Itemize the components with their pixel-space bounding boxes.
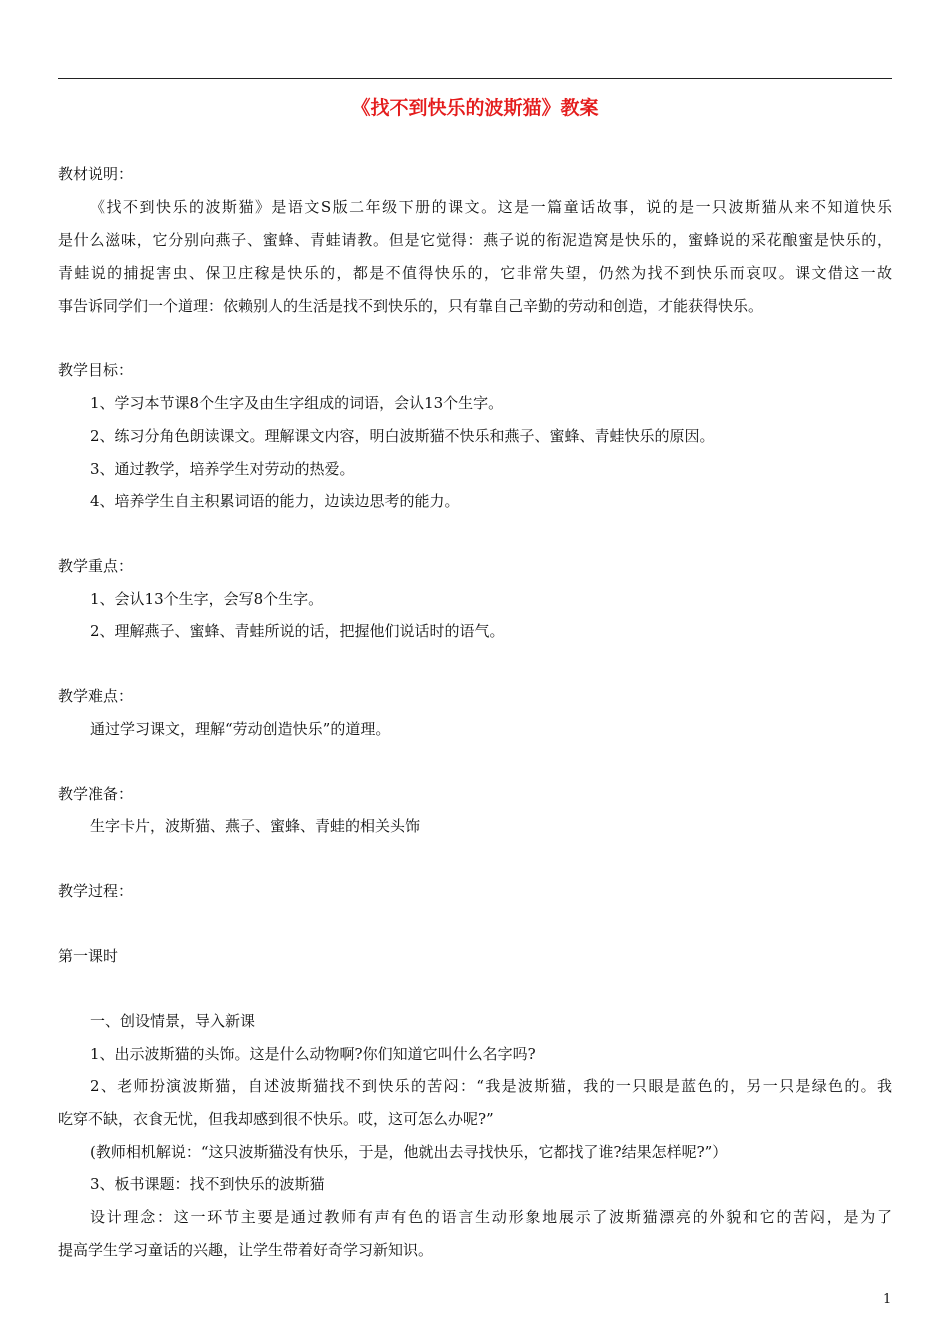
key-points-heading: 教学重点：: [58, 557, 134, 575]
goals-heading: 教学目标：: [58, 361, 134, 379]
header-rule: [58, 78, 892, 79]
step-1: 1、出示波斯猫的头饰。这是什么动物啊?你们知道它叫什么名字吗?: [90, 1045, 536, 1063]
teacher-commentary: (教师相机解说：“这只波斯猫没有快乐，于是，他就出去寻找快乐，它都找了谁?结果怎样呢?”）: [90, 1143, 728, 1161]
material-paragraph-line: 事告诉同学们一个道理：依赖别人的生活是找不到快乐的，只有靠自己辛勤的劳动和创造，才能获得快乐。: [58, 297, 764, 315]
material-heading: 教材说明：: [58, 165, 134, 183]
preparation-text: 生字卡片，波斯猫、燕子、蜜蜂、青蛙的相关头饰: [90, 817, 421, 835]
difficulties-text: 通过学习课文，理解“劳动创造快乐”的道理。: [90, 720, 391, 738]
preparation-heading: 教学准备：: [58, 785, 134, 803]
goals-item: 1、学习本节课8个生字及由生字组成的词语，会认13个生字。: [90, 394, 504, 412]
lesson-label: 第一课时: [58, 947, 119, 965]
step-3: 3、板书课题：找不到快乐的波斯猫: [90, 1175, 325, 1193]
key-points-item: 1、会认13个生字，会写8个生字。: [90, 590, 324, 608]
goals-item: 4、培养学生自主积累词语的能力，边读边思考的能力。: [90, 492, 460, 510]
page-number: 1: [883, 1292, 892, 1307]
material-paragraph-line: 青蛙说的捕捉害虫、保卫庄稼是快乐的，都是不值得快乐的，它非常失望，仍然为找不到快乐而哀叹。课文借这一故: [58, 264, 892, 282]
design-note-line: 设计理念：这一环节主要是通过教师有声有色的语言生动形象地展示了波斯猫漂亮的外貌和它的苦闷，是为了: [90, 1208, 892, 1226]
goals-item: 2、练习分角色朗读课文。理解课文内容，明白波斯猫不快乐和燕子、蜜蜂、青蛙快乐的原因。: [90, 427, 715, 445]
design-note-line: 提高学生学习童话的兴趣，让学生带着好奇学习新知识。: [58, 1241, 434, 1259]
process-heading: 教学过程：: [58, 882, 134, 900]
key-points-item: 2、理解燕子、蜜蜂、青蛙所说的话，把握他们说话时的语气。: [90, 622, 505, 640]
step-title: 一、创设情景，导入新课: [90, 1012, 256, 1030]
material-paragraph-line: 《找不到快乐的波斯猫》是语文S版二年级下册的课文。这是一篇童话故事，说的是一只波斯猫从来不知道快乐: [90, 198, 892, 216]
goals-item: 3、通过教学，培养学生对劳动的热爱。: [90, 460, 355, 478]
step-2-line: 吃穿不缺，衣食无忧，但我却感到很不快乐。哎，这可怎么办呢?”: [58, 1110, 494, 1128]
step-2-line: 2、老师扮演波斯猫，自述波斯猫找不到快乐的苦闷：“我是波斯猫，我的一只眼是蓝色的，另一只是绿色的。我: [90, 1077, 892, 1095]
material-paragraph-line: 是什么滋味，它分别向燕子、蜜蜂、青蛙请教。但是它觉得：燕子说的衔泥造窝是快乐的，蜜蜂说的采花酿蜜是快乐的，: [58, 231, 892, 249]
difficulties-heading: 教学难点：: [58, 687, 134, 705]
document-title: 《找不到快乐的波斯猫》教案: [351, 97, 599, 119]
